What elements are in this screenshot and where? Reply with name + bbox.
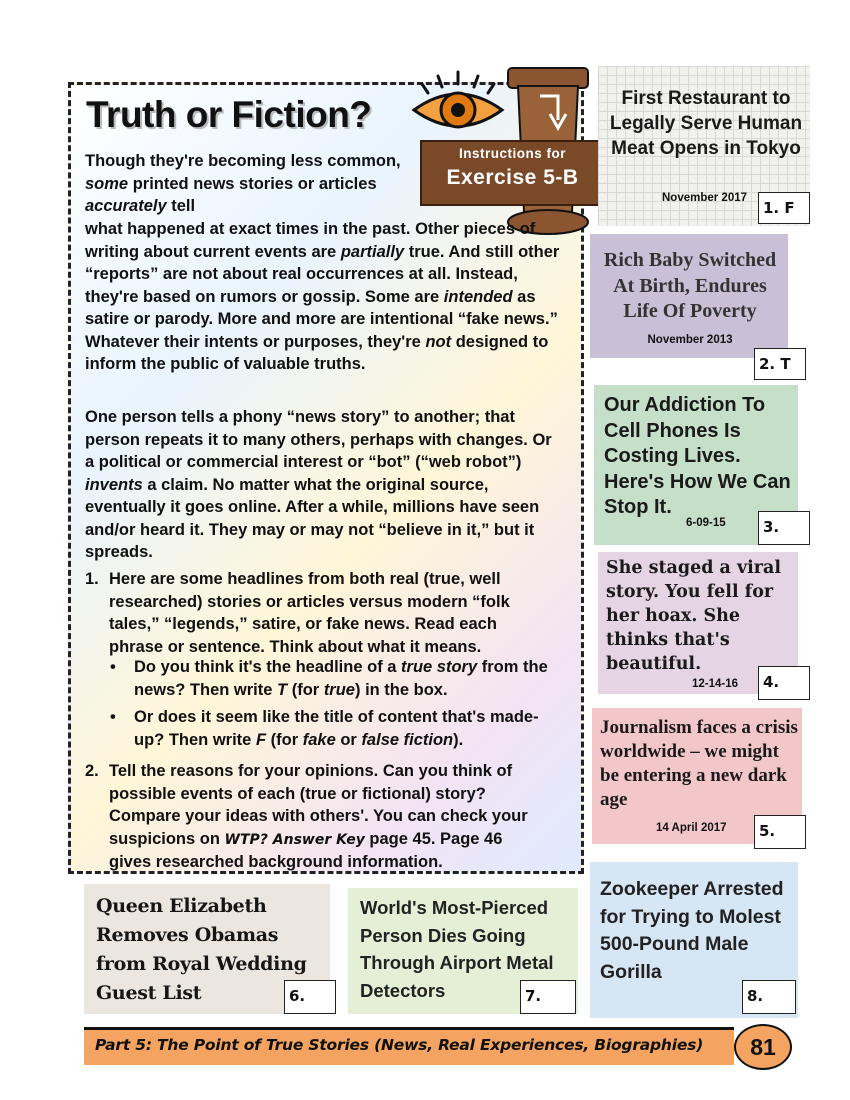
badge-line-2: Exercise 5-B <box>446 166 579 189</box>
footer-text: Part 5: The Point of True Stories (News, Real Experiences, Biographies) <box>95 1036 704 1054</box>
bullet-icon: • <box>110 658 116 676</box>
list-number-1: 1. <box>85 570 99 588</box>
answer-box-3[interactable]: 3. <box>758 511 810 545</box>
answer-box-6[interactable]: 6. <box>284 980 336 1014</box>
headline-text: Rich Baby Switched At Birth, Endures Life Of Poverty November 2013 <box>603 249 777 346</box>
headline-date: November 2017 <box>662 192 748 204</box>
answer-box-4[interactable]: 4. <box>758 666 810 700</box>
answer-box-1[interactable]: 1. F <box>758 192 810 224</box>
bullet-item-1: Do you think it's the headline of a true story from the news? Then write T (for true) in the box. <box>134 658 548 699</box>
intro-paragraph-2: One person tells a phony “news story” to another; that person repeats it to many others, perhaps with changes. Or a political or commercial interest or “bot” (“web robot”) invents a claim. No matter what the original source, eventually it goes online. After a while, millions have seen and/or heard it. They may or may not “believe in it,” but it spreads. <box>85 408 552 561</box>
headline-date: 6-09-15 <box>686 517 726 529</box>
headline-text: World's Most-Pierced Person Dies Going Through Airport Metal Detectors <box>360 897 554 1001</box>
page-title: Truth or Fiction? <box>86 94 372 135</box>
bullet-item-2: Or does it seem like the title of content that's made-up? Then write F (for fake or false fiction). <box>134 708 539 749</box>
answer-box-8[interactable]: 8. <box>742 980 796 1014</box>
headline-date: 12-14-16 <box>692 678 739 690</box>
list-item-1-text: Here are some headlines from both real (true, well researched) stories or articles versus modern “folk tales,” “legends,” satire, or fake news. Read each phrase or sentence. Think about what it means. <box>109 570 510 656</box>
answer-key-reference: WTP? Answer Key <box>224 831 365 848</box>
badge-line-1: Instructions for <box>458 146 566 161</box>
headline-clipping-2 <box>590 234 788 358</box>
headline-text: Zookeeper Arrested for Trying to Molest 500-Pound Male Gorilla <box>600 878 784 983</box>
list-number-2: 2. <box>85 762 99 780</box>
intro-paragraph-1: what happened at exact times in the past. Other pieces of writing about current events are partially true. And still other “reports” are not about real occurrences at all. Instead, they're based on rumors or gossip. Some are intended as satire or parody. More and more are intentional “fake news.” Whatever their intents or purposes, they're not designed to inform the public of valuable truths. <box>85 220 560 373</box>
instructions-badge <box>420 140 605 206</box>
list-item-2-text: Tell the reasons for your opinions. Can you think of possible events of each (true or fictional) story? Compare your ideas with others'. You can check your suspicions on WTP? Answer Key page 45. Page 46 gives researched background information. <box>109 762 528 871</box>
headline-date: 14 April 2017 <box>656 822 727 834</box>
headline-text: She staged a viral story. You fell for her hoax. She thinks that's beautiful. <box>606 558 782 674</box>
eye-icon <box>408 68 508 140</box>
page-number: 81 <box>734 1024 792 1070</box>
headline-text: Journalism faces a crisis worldwide – we might be entering a new dark age <box>600 717 798 810</box>
headline-text: Our Addiction To Cell Phones Is Costing Lives. Here's How We Can Stop It. <box>604 394 791 518</box>
answer-box-7[interactable]: 7. <box>520 980 576 1014</box>
answer-box-2[interactable]: 2. T <box>754 348 806 380</box>
headline-text: Queen Elizabeth Removes Obamas from Royal Wedding Guest List <box>96 895 307 1004</box>
headline-text: First Restaurant to Legally Serve Human Meat Opens in Tokyo <box>609 88 803 159</box>
answer-box-5[interactable]: 5. <box>754 815 806 849</box>
headline-date: November 2013 <box>647 333 733 346</box>
intro-paragraph-1-start: Though they're becoming less common, some printed news stories or articles accurately tell <box>85 152 401 215</box>
bullet-icon: • <box>110 708 116 726</box>
